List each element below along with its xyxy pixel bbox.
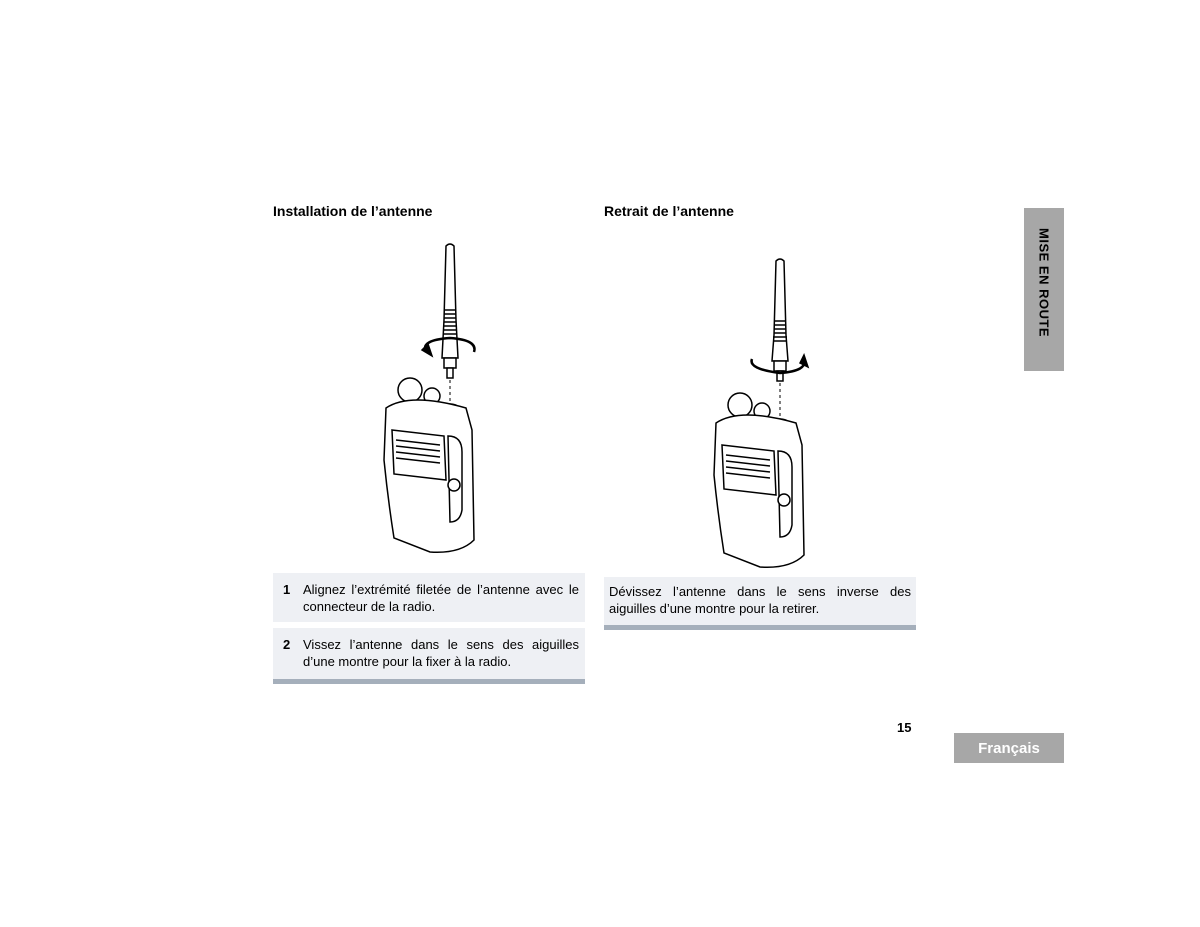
step-1 (273, 573, 585, 622)
step-text: Alignez l’extrémité filetée de l’antenne avec le connecteur de la radio. (303, 582, 579, 614)
section-tab-label: MISE EN ROUTE (1036, 228, 1052, 338)
installation-heading: Installation de l’antenne (273, 203, 433, 219)
step-number: 1 (283, 582, 291, 597)
removal-instruction: Dévissez l’antenne dans le sens inverse des aiguilles d’une montre pour la retirer. (604, 577, 916, 630)
step-2 (273, 628, 585, 679)
antenna-removal-illustration (700, 255, 820, 575)
removal-heading: Retrait de l’antenne (604, 203, 734, 219)
section-tab (1024, 208, 1064, 371)
language-tab: Français (954, 733, 1064, 763)
step-number: 2 (283, 637, 291, 652)
page-number: 15 (897, 720, 912, 735)
installation-steps (273, 573, 585, 684)
step-text: Vissez l’antenne dans le sens des aiguilles d’une montre pour la fixer à la radio. (303, 637, 579, 669)
antenna-install-illustration (370, 240, 490, 560)
